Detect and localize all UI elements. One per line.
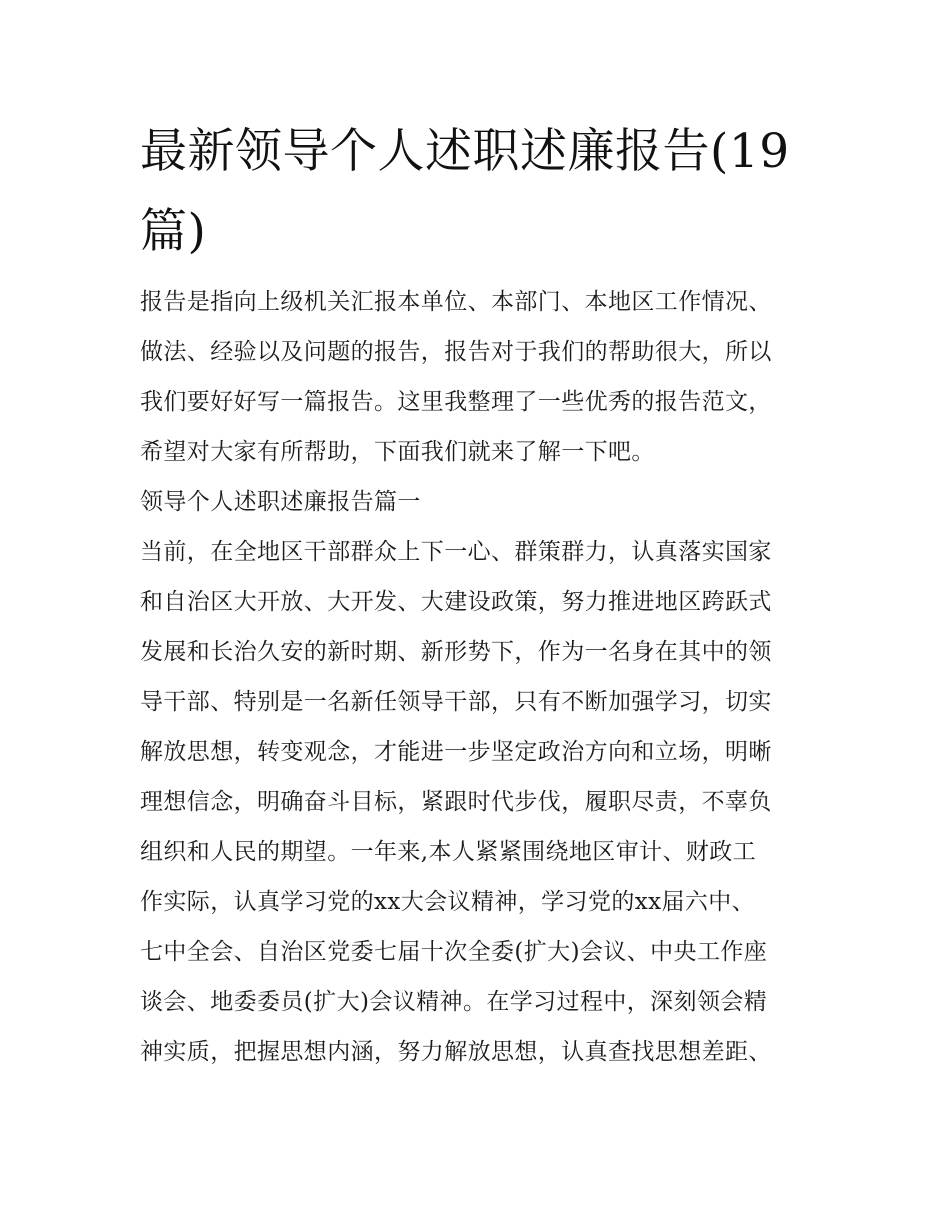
body-line-1: 当前，在全地区干部群众上下一心、群策群力，认真落实国家	[140, 539, 772, 565]
section-heading: 领导个人述职述廉报告篇一	[140, 489, 421, 515]
body-line-10: 谈会、地委委员(扩大)会议精神。在学习过程中，深刻领会精	[140, 989, 768, 1015]
body-line-2: 和自治区大开放、大开发、大建设政策，努力推进地区跨跃式	[140, 589, 772, 615]
body-line-5: 解放思想，转变观念，才能进一步坚定政治方向和立场，明晰	[140, 739, 772, 765]
body-line-11: 神实质，把握思想内涵，努力解放思想，认真查找思想差距、	[140, 1039, 772, 1065]
intro-line-4: 希望对大家有所帮助，下面我们就来了解一下吧。	[140, 439, 655, 465]
body-line-4: 导干部、特别是一名新任领导干部，只有不断加强学习，切实	[140, 689, 772, 715]
document-title: 最新领导个人述职述廉报告(19篇)	[140, 124, 790, 259]
intro-line-3: 我们要好好写一篇报告。这里我整理了一些优秀的报告范文，	[140, 389, 772, 415]
body-line-7: 组织和人民的期望。一年来,本人紧紧围绕地区审计、财政工	[140, 839, 757, 865]
body-line-6: 理想信念，明确奋斗目标，紧跟时代步伐，履职尽责，不辜负	[140, 789, 772, 815]
intro-line-1: 报告是指向上级机关汇报本单位、本部门、本地区工作情况、	[140, 289, 772, 315]
body-line-3: 发展和长治久安的新时期、新形势下，作为一名身在其中的领	[140, 639, 772, 665]
intro-line-2: 做法、经验以及问题的报告，报告对于我们的帮助很大，所以	[140, 339, 772, 365]
body-line-8: 作实际，认真学习党的xx大会议精神，学习党的xx届六中、	[140, 889, 756, 915]
body-line-9: 七中全会、自治区党委七届十次全委(扩大)会议、中央工作座	[140, 939, 768, 965]
